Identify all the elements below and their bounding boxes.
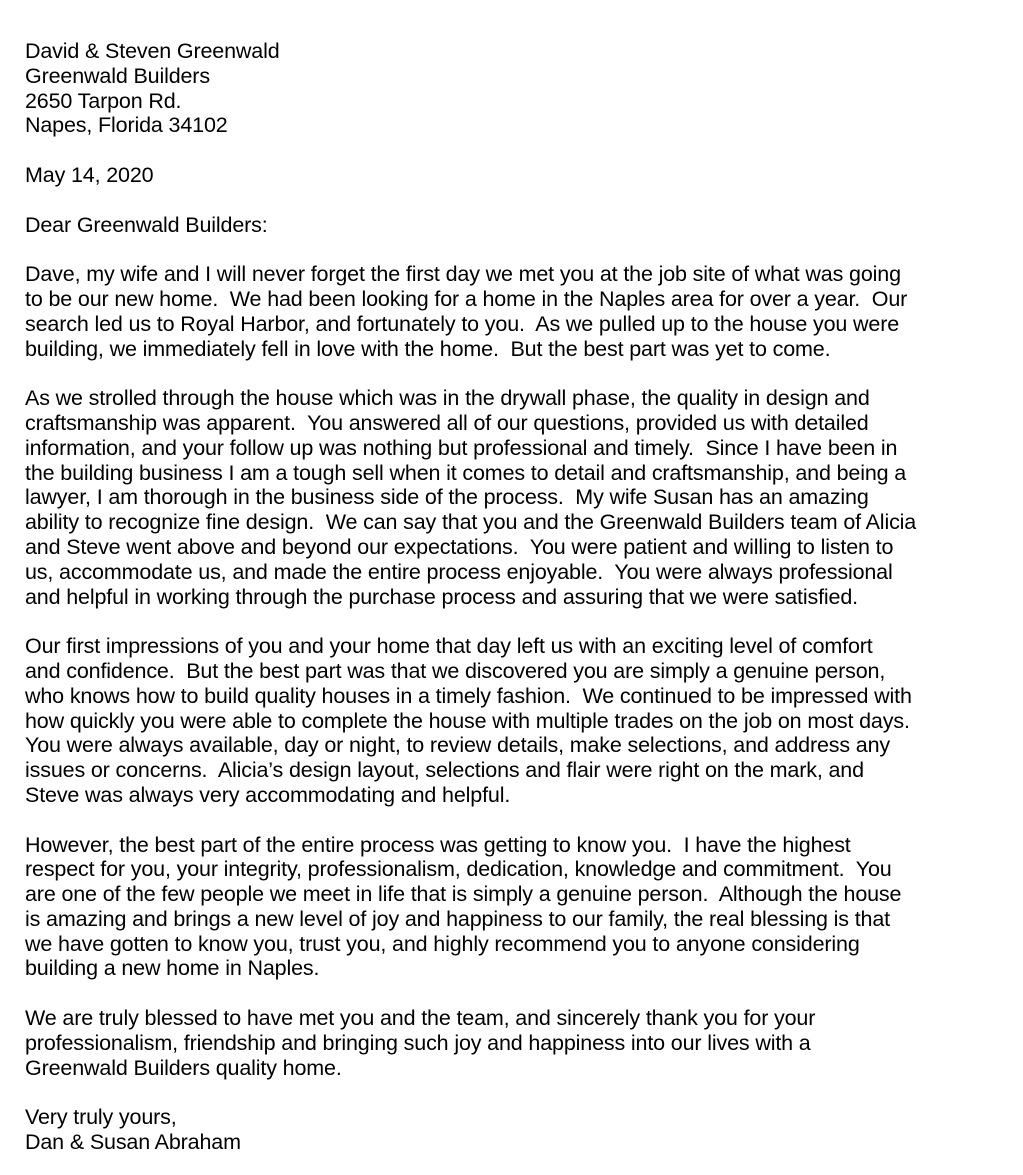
body-line: how quickly you were able to complete the house with multiple trades on the job on most days. (25, 708, 910, 733)
salutation: Dear Greenwald Builders: (25, 212, 268, 237)
letter-date: May 14, 2020 (25, 162, 154, 187)
body-line: Our first impressions of you and your home that day left us with an exciting level of comfort (25, 634, 873, 659)
address-line: Greenwald Builders (25, 63, 210, 88)
body-line: the building business I am a tough sell when it comes to detail and craftsmanship, and being a (25, 460, 907, 485)
body-line: us, accommodate us, and made the entire process enjoyable. You were always professional (25, 559, 893, 584)
paragraph-4 (25, 833, 1015, 982)
spacer (25, 361, 1015, 386)
body-line: ability to recognize fine design. We can say that you and the Greenwald Builders team of Alicia (25, 510, 917, 535)
body-line: professionalism, friendship and bringing such joy and happiness into our lives with a (25, 1030, 811, 1055)
body-line: We are truly blessed to have met you and the team, and sincerely thank you for your (25, 1006, 816, 1031)
spacer (25, 188, 1015, 213)
body-line: we have gotten to know you, trust you, and highly recommend you to anyone considering (25, 931, 860, 956)
spacer (25, 808, 1015, 833)
body-line: building a new home in Naples. (25, 956, 320, 981)
address-line: 2650 Tarpon Rd. (25, 88, 182, 113)
spacer (25, 981, 1015, 1006)
spacer (25, 237, 1015, 262)
spacer (25, 609, 1015, 634)
address-block (25, 39, 1015, 138)
body-line: and confidence. But the best part was that we discovered you are simply a genuine person, (25, 658, 886, 683)
body-line: and Steve went above and beyond our expectations. You were patient and willing to listen to (25, 534, 894, 559)
body-line: issues or concerns. Alicia’s design layout, selections and flair were right on the mark, and (25, 758, 864, 783)
body-line: building, we immediately fell in love with the home. But the best part was yet to come. (25, 336, 831, 361)
body-line: However, the best part of the entire process was getting to know you. I have the highest (25, 832, 851, 857)
body-line: is amazing and brings a new level of joy and happiness to our family, the real blessing is that (25, 906, 890, 931)
body-line: Steve was always very accommodating and helpful. (25, 782, 511, 807)
closing: Very truly yours, (25, 1105, 177, 1130)
body-line: lawyer, I am thorough in the business side of the process. My wife Susan has an amazing (25, 485, 869, 510)
body-line: are one of the few people we meet in life that is simply a genuine person. Although the house (25, 882, 902, 907)
spacer (25, 1080, 1015, 1105)
paragraph-3 (25, 634, 1015, 808)
body-line: As we strolled through the house which was in the drywall phase, the quality in design and (25, 386, 870, 411)
body-line: respect for you, your integrity, professionalism, dedication, knowledge and commitment. You (25, 857, 892, 882)
paragraph-5 (25, 1006, 1015, 1080)
address-line: Napes, Florida 34102 (25, 113, 228, 138)
body-line: to be our new home. We had been looking for a home in the Naples area for over a year. Our (25, 286, 908, 311)
spacer (25, 138, 1015, 163)
body-line: information, and your follow up was nothing but professional and timely. Since I have been in (25, 435, 898, 460)
body-line: and helpful in working through the purchase process and assuring that we were satisfied. (25, 584, 858, 609)
body-line: craftsmanship was apparent. You answered all of our questions, provided us with detailed (25, 410, 869, 435)
body-line: who knows how to build quality houses in a timely fashion. We continued to be impressed with (25, 683, 912, 708)
body-line: search led us to Royal Harbor, and fortunately to you. As we pulled up to the house you were (25, 311, 900, 336)
body-line: Dave, my wife and I will never forget the first day we met you at the job site of what was going (25, 262, 901, 287)
paragraph-2 (25, 386, 1015, 609)
body-line: You were always available, day or night, to review details, make selections, and address any (25, 733, 891, 758)
body-line: Greenwald Builders quality home. (25, 1055, 342, 1080)
address-line: David & Steven Greenwald (25, 39, 280, 63)
signature: Dan & Susan Abraham (25, 1130, 241, 1155)
paragraph-1 (25, 262, 1015, 361)
letter (25, 39, 1015, 1155)
